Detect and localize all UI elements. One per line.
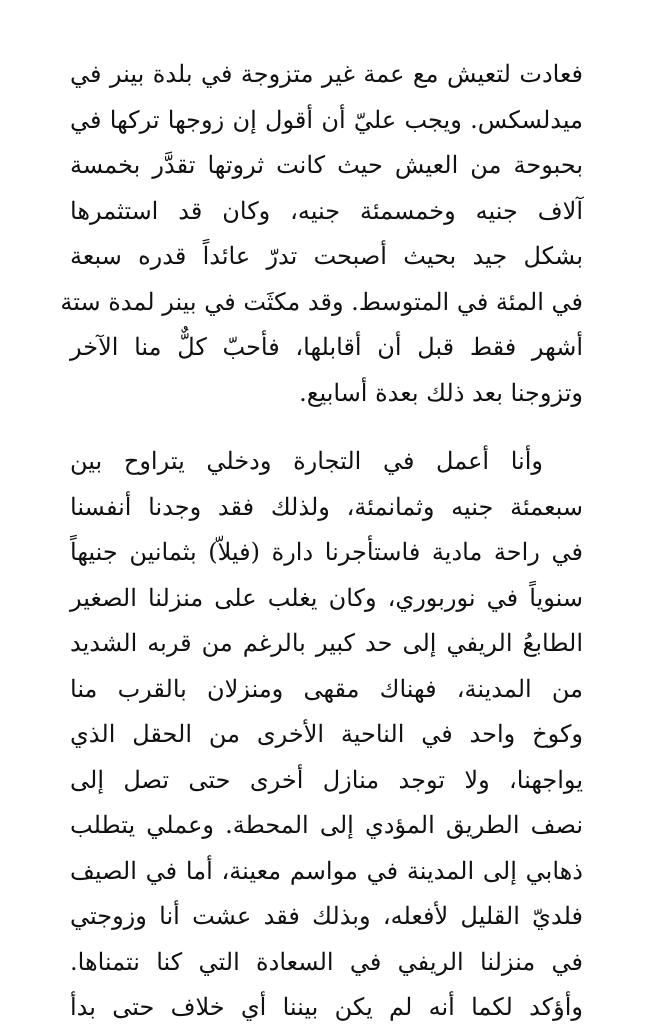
text-line: وأنا أعمل في التجارة ودخلي يتراوح بين <box>70 447 543 475</box>
text-line: بحبوحة من العيش حيث كانت ثروتها تقدَّر بخمسة <box>70 151 583 179</box>
text-line: سبعمئة جنيه وثمانمئة، ولذلك فقد وجدنا أنفسنا <box>70 492 583 521</box>
text-line: نصف الطريق المؤدي إلى المحطة. وعملي يتطلب <box>70 811 583 839</box>
text-line: في المئة في المتوسط. وقد مكثَت في بينر لمدة ستة <box>60 287 583 316</box>
text-line: وأؤكد لكما أنه لم يكن بيننا أي خلاف حتى بدأ <box>70 993 583 1021</box>
text-line: فلديّ القليل لأفعله، وبذلك فقد عشت أنا وزوجتي <box>70 902 583 930</box>
text-line: ميدلسكس. ويجب عليّ أن أقول إن زوجها تركها في <box>70 105 583 134</box>
page-body-text <box>60 52 583 1031</box>
text-line: من المدينة، فهناك مقهى ومنزلان بالقرب منا <box>70 674 583 703</box>
text-line: آلاف جنيه وخمسمئة جنيه، وكان قد استثمرها <box>70 196 583 225</box>
paragraph-2 <box>70 439 583 1031</box>
text-line: في منزلنا الريفي في السعادة التي كنا نتمناها. <box>70 947 583 976</box>
paragraph-1 <box>60 52 583 416</box>
text-line: وتزوجنا بعد ذلك بعدة أسابيع. <box>299 378 583 407</box>
text-line: في راحة مادية فاستأجرنا دارة (فيلاّ) بثمانين جنيهاً <box>70 538 583 566</box>
text-line: وكوخ واحد في الناحية الأخرى من الحقل الذي <box>70 720 583 748</box>
text-line: فعادت لتعيش مع عمة غير متزوجة في بلدة بينر في <box>70 60 583 88</box>
text-line: الطابعُ الريفي إلى حد كبير بالرغم من قربه الشديد <box>70 629 583 657</box>
text-line: سنوياً في نوربوري، وكان يغلب على منزلنا الصغير <box>70 583 583 612</box>
text-line: يواجهنا، ولا توجد منازل أخرى حتى تصل إلى <box>70 765 583 794</box>
text-line: أشهر فقط قبل أن أقابلها، فأحبّ كلٌّ منا الآخر <box>70 333 583 361</box>
text-line: ذهابي إلى المدينة في مواسم معينة، أما في الصيف <box>70 856 583 885</box>
text-line: بشكل جيد بحيث أصبحت تدرّ عائداً قدره سبعة <box>70 242 583 270</box>
